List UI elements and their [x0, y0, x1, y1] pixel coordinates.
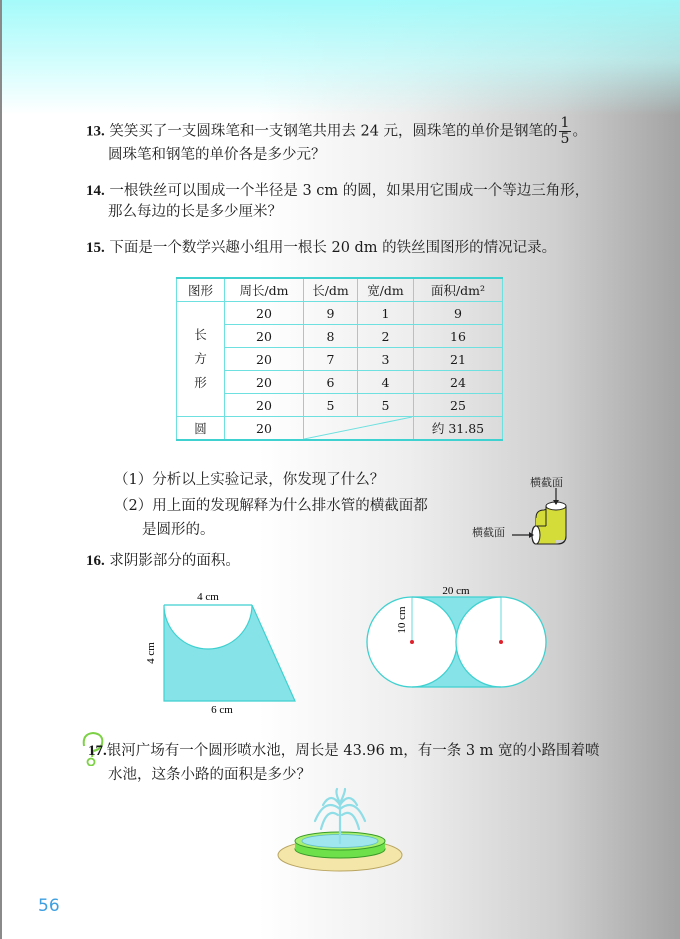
table-row: [177, 348, 503, 371]
q14-text: 一根铁丝可以围成一个半径是 3 cm 的圆，如果用它围成一个等边三角形，: [109, 183, 590, 199]
trapezoid-semicircle-figure: [140, 585, 320, 715]
table-cell: 约 31.85: [414, 417, 503, 441]
q15-sub2-line2: 是圆形的。: [142, 522, 215, 538]
table-cell: 9: [414, 302, 503, 325]
q15-number: 15.: [86, 240, 105, 256]
table-row-circle: [177, 417, 503, 441]
fig1-top-label: 4 cm: [197, 591, 219, 603]
fig2-radius-label: 10 cm: [396, 606, 408, 634]
table-cell: 7: [304, 348, 358, 371]
table-cell: 8: [304, 325, 358, 348]
page-number: 56: [38, 896, 60, 916]
table-cell-diagonal: [304, 417, 414, 441]
q14-line1: [86, 181, 589, 201]
experiment-record-table: [176, 277, 503, 441]
fig2-top-label: 20 cm: [442, 585, 470, 597]
q13-line1: 13. 笑笑买了一支圆珠笔和一支钢笔共用去 24 元，圆珠笔的单价是钢笔的 $\frac{1}{5}$ 。: [86, 115, 587, 147]
q17-number: 17.: [88, 743, 107, 759]
table-cell: 21: [414, 348, 503, 371]
q17-line1: [88, 741, 600, 761]
fig1-left-label: 4 cm: [145, 642, 157, 664]
table-row: [177, 371, 503, 394]
rectangle-label-cell: 长 方 形: [177, 302, 225, 417]
q16-text: 求阴影部分的面积。: [109, 553, 240, 569]
table-cell: 9: [304, 302, 358, 325]
table-cell: 20: [225, 371, 304, 394]
q15-text: 下面是一个数学兴趣小组用一根长 20 dm 的铁丝围图形的情况记录。: [109, 240, 557, 256]
fraction-one-fifth: $\frac{1}{5}$: [560, 115, 570, 147]
pipe-label-left: 横截面: [472, 527, 505, 539]
table-cell: 20: [225, 348, 304, 371]
pipe-elbow-icon: [500, 488, 580, 548]
q17-line2: 水池，这条小路的面积是多少？: [108, 767, 311, 783]
table-cell: 6: [304, 371, 358, 394]
page-edge: [0, 0, 2, 939]
shaded-region: [164, 605, 295, 701]
table-cell: 3: [358, 348, 414, 371]
q14-line2: 那么每边的长是多少厘米？: [108, 204, 282, 220]
pipe-label-top: 横截面: [530, 477, 563, 489]
table-cell: 2: [358, 325, 414, 348]
table-cell: 25: [414, 394, 503, 417]
table-header: 宽/dm: [358, 278, 414, 302]
table-cell: 5: [358, 394, 414, 417]
fountain-illustration: [265, 785, 415, 875]
fig1-bottom-label: 6 cm: [211, 704, 233, 715]
table-header: 图形: [177, 278, 225, 302]
table-cell: 5: [304, 394, 358, 417]
table-header: 周长/dm: [225, 278, 304, 302]
q16-number: 16.: [86, 553, 105, 569]
table-row: [177, 394, 503, 417]
table-cell: 圆: [177, 417, 225, 441]
table-cell: 4: [358, 371, 414, 394]
q13-text: 笑笑买了一支圆珠笔和一支钢笔共用去 24 元，圆珠笔的单价是钢笔的: [109, 123, 558, 140]
q17-text: 银河广场有一个圆形喷水池，周长是 43.96 m，有一条 3 m 宽的小路围着喷: [106, 743, 600, 759]
center-dot: [410, 640, 414, 644]
table-cell: 20: [225, 394, 304, 417]
table-cell: 16: [414, 325, 503, 348]
table-cell: 20: [225, 302, 304, 325]
table-cell: 1: [358, 302, 414, 325]
table-cell: 20: [225, 417, 304, 441]
q14-number: 14.: [86, 183, 105, 199]
center-dot: [499, 640, 503, 644]
table-header: 长/dm: [304, 278, 358, 302]
q16-line1: [86, 551, 240, 571]
two-circles-figure: [360, 585, 560, 715]
table-cell: 24: [414, 371, 503, 394]
table-row: [177, 302, 503, 325]
q13-line2: 圆珠笔和钢笔的单价各是多少元？: [108, 147, 326, 163]
diagonal-line: [304, 417, 412, 439]
q13-number: 13.: [86, 123, 105, 140]
q15-sub2-line1: （2）用上面的发现解释为什么排水管的横截面都: [114, 498, 428, 514]
table-header: 面积/dm²: [414, 278, 503, 302]
table-header-row: [177, 278, 503, 302]
table-row: [177, 325, 503, 348]
q15-line1: [86, 238, 556, 258]
q15-sub1: （1）分析以上实验记录，你发现了什么？: [114, 472, 385, 488]
table-cell: 20: [225, 325, 304, 348]
